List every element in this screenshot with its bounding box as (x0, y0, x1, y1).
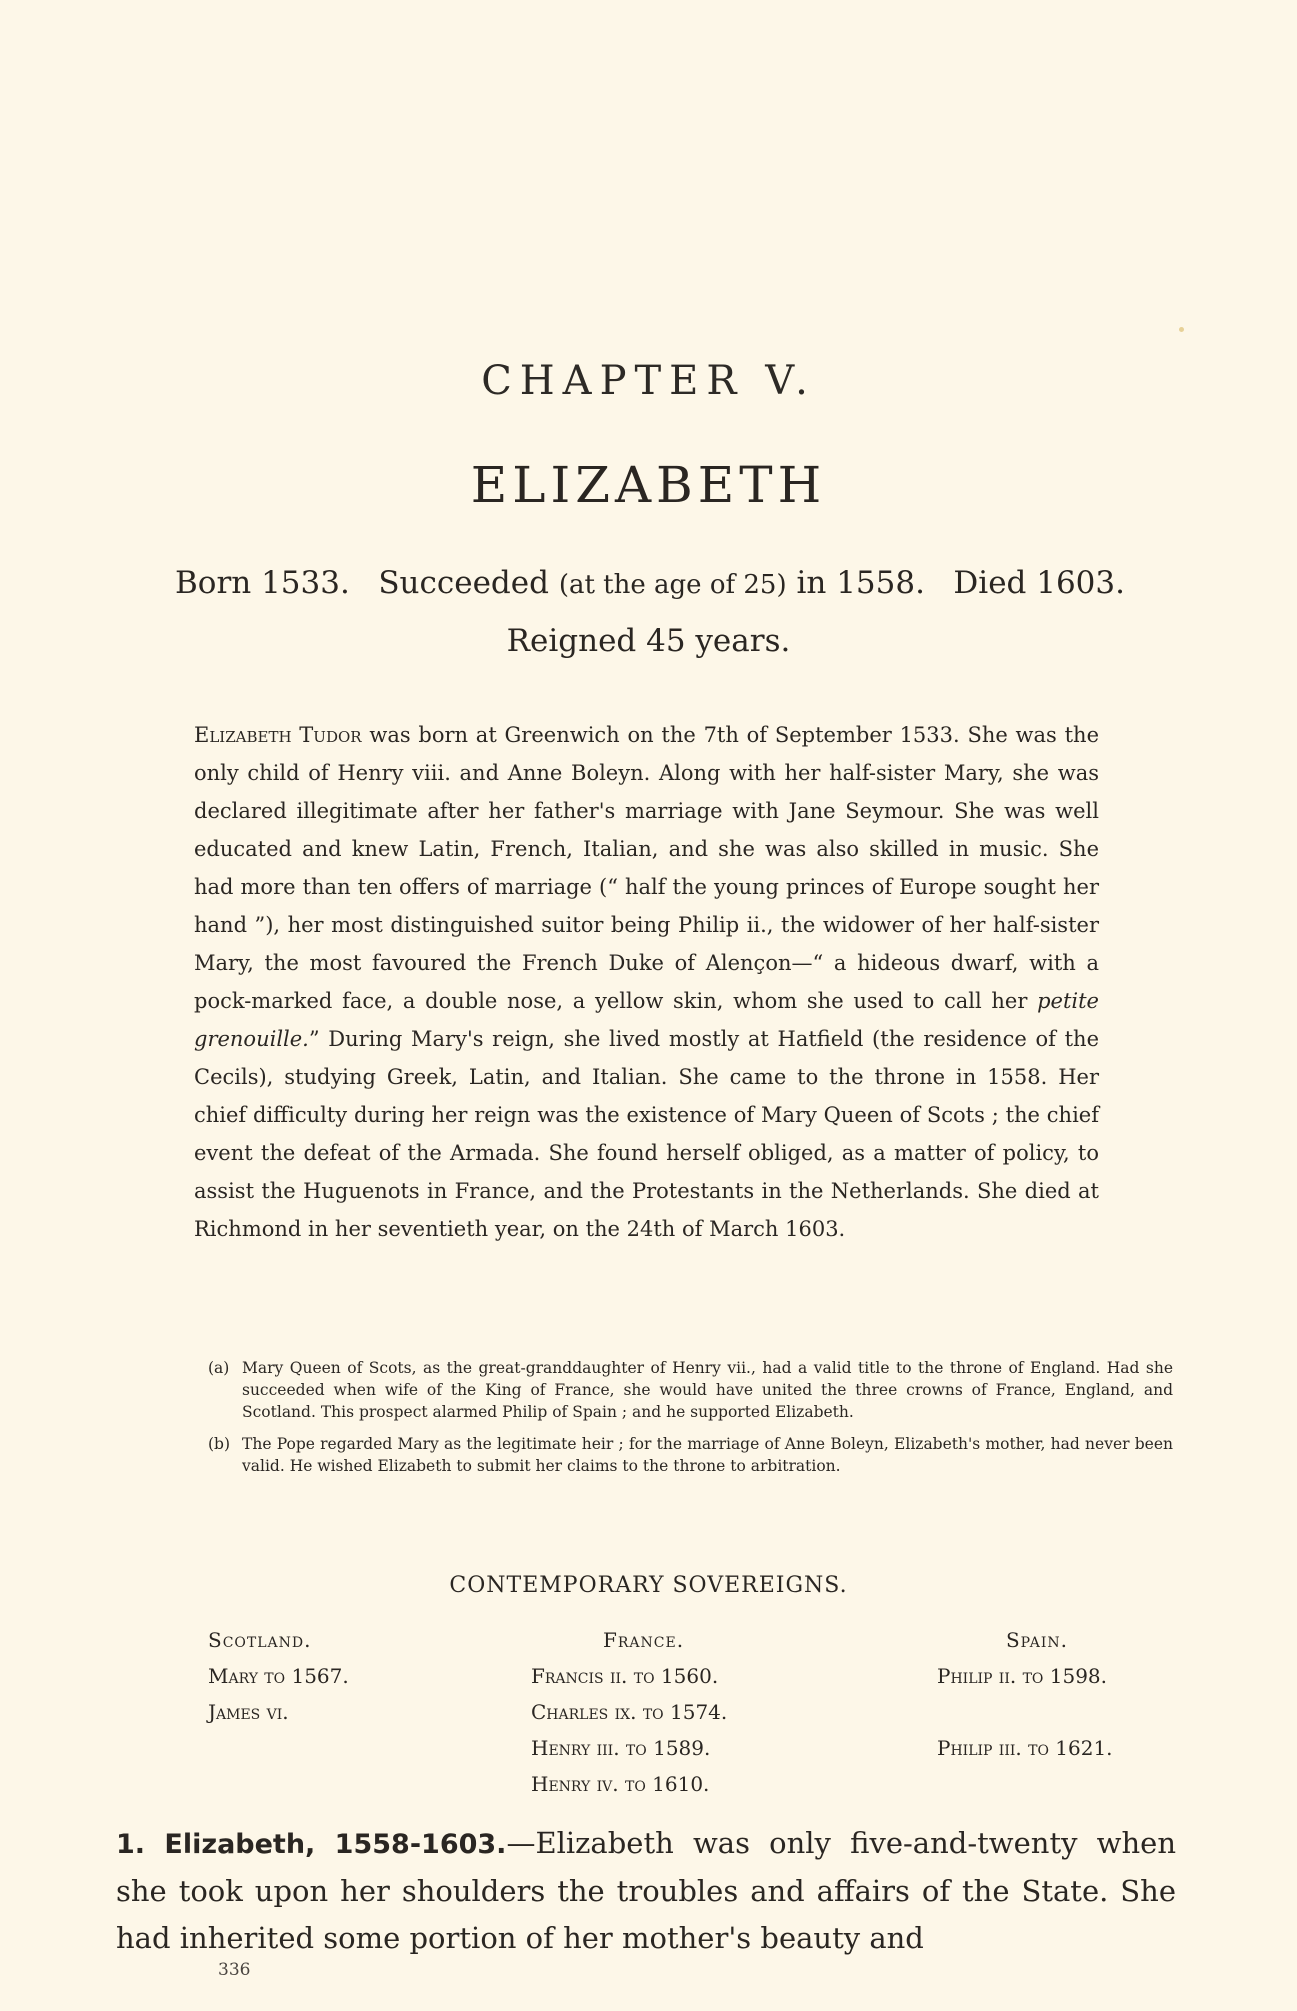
sovereigns-scotland (208, 1622, 349, 1730)
sovereign-entry: Charles ix. to 1574. (531, 1700, 728, 1724)
intro-text-part2: ” During Mary's reign, she lived mostly at Hatfield (the residence of the Cecils), studying Greek, Latin, and Italian. She came to the throne in 1558. Her chief difficulty during her reign was the existence of Mary Queen of Scots ; the chief event the defeat of the Armada. She found herself obliged, as a matter of policy, to assist the Huguenots in France, and the Protestants in the Netherlands. She died at Richmond in her seventieth year, on the 24th of March 1603. (194, 1027, 1099, 1241)
chapter-heading: CHAPTER V. (481, 358, 816, 404)
succeeded-date (378, 565, 925, 601)
sovereigns-column-head: Spain. (1005, 1628, 1069, 1652)
footnote-text: Mary Queen of Scots, as the great-granddaughter of Henry vii., had a valid title to the throne of England. Had she succeeded when wife of the King of France, she would have united the three crowns of France, England, and Scotland. This prospect alarmed Philip of Spain ; and he supported Elizabeth. (242, 1359, 1173, 1421)
paper-speck (1179, 327, 1184, 332)
sovereigns-column-head: Scotland. (208, 1628, 312, 1652)
born-date: Born 1533. (175, 565, 350, 601)
sovereign-entry: Mary to 1567. (208, 1664, 349, 1688)
sovereign-entry: Philip ii. to 1598. (937, 1664, 1108, 1688)
section-text: —Elizabeth was only five-and-twenty when she took upon her shoulders the troubles and affairs of the State. She had inherited some portion of her mother's beauty and (116, 1826, 1176, 1955)
succeeded-label: Succeeded (378, 565, 549, 601)
sovereign-entry: James vi. (208, 1700, 289, 1724)
sovereign-entry: Henry iii. to 1589. (531, 1736, 711, 1760)
sovereign-entry: Francis ii. to 1560. (531, 1664, 719, 1688)
footnote-text: The Pope regarded Mary as the legitimate heir ; for the marriage of Anne Boleyn, Elizabeth's mother, had never been valid. He wished Elizabeth to submit her claims to the throne to arbitration. (242, 1435, 1173, 1475)
page-number: 336 (218, 1960, 251, 1980)
reign-dates (175, 565, 1125, 601)
sovereigns-spain (937, 1622, 1137, 1766)
intro-text-part1: was born at Greenwich on the 7th of September 1533. She was the only child of Henry viii. and Anne Boleyn. Along with her half-sister Mary, she was declared illegitimate after her father's marriage with Jane Seymour. She was well educated and knew Latin, French, Italian, and she was also skilled in music. She had more than ten offers of marriage (“ half the young princes of Europe sought her hand ”), her most distinguished suitor being Philip ii., the widower of her half-sister Mary, the most favoured the French Duke of Alençon—“ a hideous dwarf, with a pock-marked face, a double nose, a yellow skin, whom she used to call her (194, 723, 1099, 1013)
chapter-title: ELIZABETH (470, 456, 827, 514)
sovereign-entry: Philip iii. to 1621. (937, 1736, 1113, 1760)
footnote-a (208, 1357, 1173, 1423)
intro-italic-phrase: petite grenouille. (194, 989, 1099, 1051)
footnotes (208, 1357, 1173, 1487)
died-date: Died 1603. (953, 565, 1125, 601)
succeeded-year: in 1558. (796, 565, 925, 601)
section-1 (116, 1820, 1176, 1962)
footnote-mark: (b) (208, 1435, 231, 1453)
intro-paragraph (194, 716, 1099, 1248)
footnote-mark: (a) (208, 1359, 230, 1377)
contemporary-sovereigns-heading: CONTEMPORARY SOVEREIGNS. (449, 1573, 848, 1598)
succeeded-age: (at the age of 25) (558, 570, 787, 600)
sovereign-entry: Henry iv. to 1610. (531, 1772, 710, 1796)
sovereign-entry-empty (937, 1694, 1137, 1730)
intro-name: Elizabeth Tudor (194, 723, 362, 747)
section-heading: 1. Elizabeth, 1558-1603. (116, 1829, 507, 1860)
sovereigns-column-head: France. (603, 1628, 685, 1652)
footnote-b (208, 1433, 1173, 1477)
reign-length: Reigned 45 years. (506, 623, 791, 659)
sovereigns-france (531, 1622, 727, 1802)
